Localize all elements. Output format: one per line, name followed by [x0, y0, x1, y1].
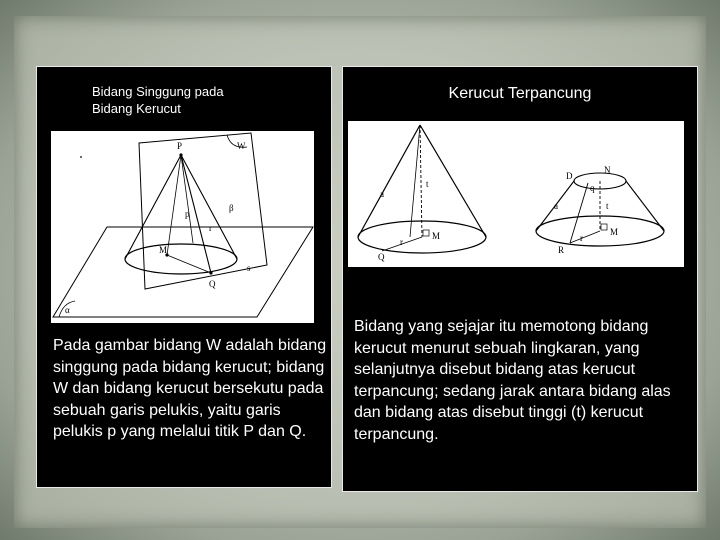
frustum-point-label: R	[558, 245, 565, 255]
left-title-line1: Bidang Singgung pada	[92, 84, 224, 99]
cone-inner-line	[181, 155, 193, 243]
base-radius	[167, 255, 211, 273]
right-panel-title: Kerucut Terpancung	[448, 85, 592, 102]
point-s-label: s	[247, 263, 251, 273]
right-panel	[342, 66, 698, 492]
cone-inner-edge	[410, 125, 420, 237]
left-panel-text: Pada gambar bidang W adalah bidang singgung pada bidang kerucut; bidang W dan bidang kerucut bersekutu pada sebuah garis pelukis, yaitu garis pelukis p yang melalui titik P dan Q.	[53, 337, 327, 440]
plane-alpha	[53, 227, 313, 317]
frustum-top-center-label: N	[604, 165, 611, 175]
cone-height	[167, 155, 181, 255]
plane-w-symbol: β	[229, 203, 234, 213]
cone-left-edge	[358, 125, 420, 237]
tangent-plane-diagram	[51, 131, 314, 323]
apex-label: P	[177, 141, 183, 151]
frustum-top-mark-label: q	[590, 183, 595, 193]
cone-height-label: t	[426, 179, 429, 189]
left-panel-title	[92, 83, 292, 117]
generatrix-label: p	[185, 209, 190, 219]
cone-point-label: Q	[378, 252, 385, 262]
frustum-right-angle	[601, 224, 607, 230]
stray-dot	[80, 156, 82, 158]
frustum-figure	[348, 121, 684, 267]
plane-alpha-label: α	[65, 305, 70, 315]
frustum-height-label: t	[606, 201, 609, 211]
apex-point	[179, 153, 182, 156]
cone-radius-label: r	[400, 237, 403, 247]
cone-edge-left	[125, 155, 181, 259]
base-center-label: M	[159, 245, 168, 255]
tangent-plane-figure	[51, 131, 314, 323]
cone-center-label: M	[432, 231, 441, 241]
cone-base	[125, 244, 237, 274]
frustum-radius-label: r	[580, 233, 583, 243]
point-q	[209, 271, 212, 274]
left-panel	[36, 66, 332, 488]
cone-height-line	[420, 125, 422, 237]
cone-right-angle	[423, 230, 429, 236]
cone-frustum-diagram	[348, 121, 684, 267]
frustum-right-edge	[626, 181, 664, 231]
right-panel-text: Bidang yang sejajar itu memotong bidang kerucut menurut sebuah lingkaran, yang selanjutnya disebut bidang atas kerucut terpancung; sedang jarak antara bidang alas dan bidang atas disebut tinggi (t) kerucut terpancung.	[354, 318, 671, 443]
cone-right-edge	[420, 125, 486, 237]
point-q-label: Q	[209, 279, 216, 289]
plane-w-corner-label: W	[237, 141, 246, 151]
point-r-label: r	[209, 223, 212, 233]
frustum-center-label: M	[610, 227, 619, 237]
frustum-top-left-label: D	[566, 171, 573, 181]
frustum-radius-line	[570, 231, 600, 243]
left-title-line2: Bidang Kerucut	[92, 101, 181, 116]
cone-slant-label: a	[380, 189, 384, 199]
frustum-slant-line	[570, 183, 588, 243]
frustum-slant-label: a	[554, 201, 558, 211]
